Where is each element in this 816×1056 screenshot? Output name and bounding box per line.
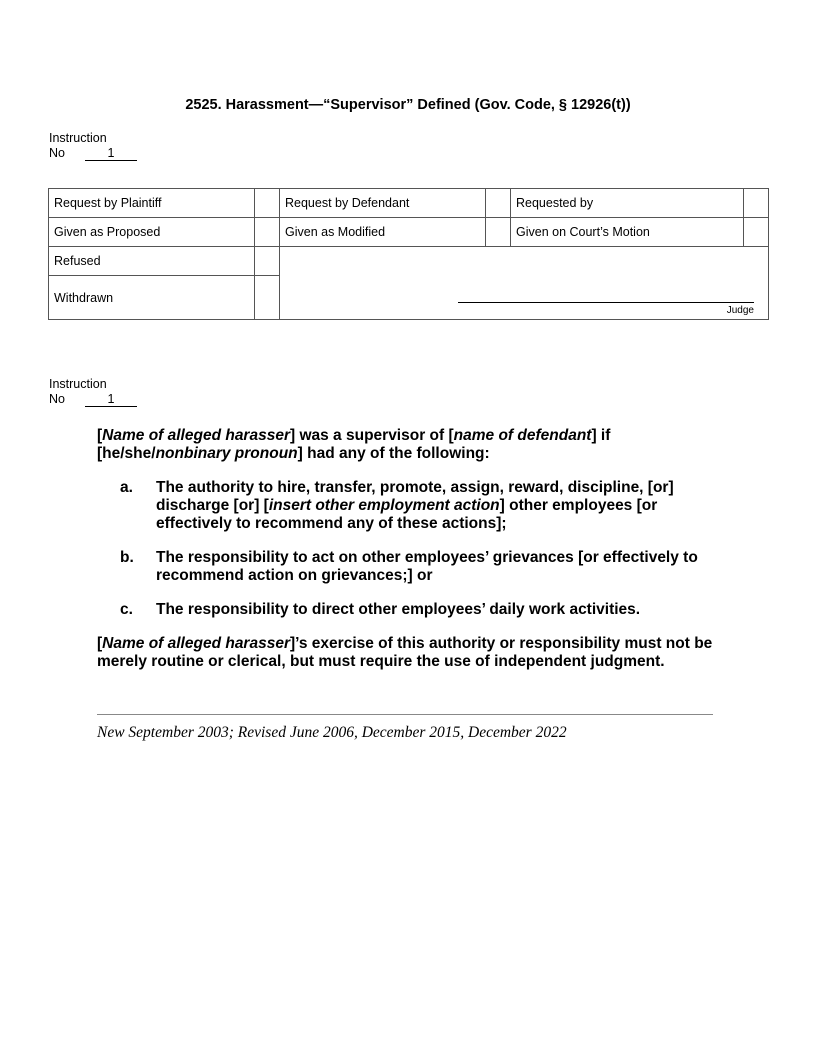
instruction-number: 1: [85, 147, 137, 161]
judge-signature-line[interactable]: [458, 302, 754, 303]
given-as-modified-label: Given as Modified: [280, 218, 486, 247]
request-by-plaintiff-label: Request by Plaintiff: [49, 189, 255, 218]
given-as-proposed-label: Given as Proposed: [49, 218, 255, 247]
closing-paragraph: [Name of alleged harasser]’s exercise of this authority or responsibility must not be merely routine or clerical, but must require the use of independent judgment.: [97, 635, 713, 670]
instruction-body: [97, 427, 727, 687]
instruction-label: Instruction: [49, 131, 107, 145]
instruction-number-top: [49, 131, 137, 161]
requested-by-label: Requested by: [511, 189, 744, 218]
instruction-label: Instruction: [49, 377, 107, 391]
requested-by-checkbox[interactable]: [744, 189, 769, 218]
judge-signature-cell: [280, 247, 769, 320]
divider: [97, 714, 713, 715]
instruction-number: 1: [85, 393, 137, 407]
judge-label: Judge: [726, 305, 754, 316]
request-table: [48, 188, 769, 320]
request-by-defendant-checkbox[interactable]: [486, 189, 511, 218]
withdrawn-label: Withdrawn: [49, 276, 255, 320]
page-title: 2525. Harassment—“Supervisor” Defined (Gov. Code, § 12926(t)): [185, 97, 631, 113]
given-on-courts-motion-checkbox[interactable]: [744, 218, 769, 247]
list-item: a. The authority to hire, transfer, promote, assign, reward, discipline, [or] discharge [or] [insert other employment action] other employees [or effectively to recommend any of these actions];: [120, 479, 674, 532]
given-as-modified-checkbox[interactable]: [486, 218, 511, 247]
refused-label: Refused: [49, 247, 255, 276]
given-as-proposed-checkbox[interactable]: [255, 218, 280, 247]
request-by-plaintiff-checkbox[interactable]: [255, 189, 280, 218]
given-on-courts-motion-label: Given on Court’s Motion: [511, 218, 744, 247]
no-label: No: [49, 146, 65, 160]
no-label: No: [49, 392, 65, 406]
history-note: New September 2003; Revised June 2006, December 2015, December 2022: [97, 724, 567, 741]
withdrawn-checkbox[interactable]: [255, 276, 280, 320]
request-by-defendant-label: Request by Defendant: [280, 189, 486, 218]
intro-paragraph: [Name of alleged harasser] was a supervisor of [name of defendant] if [he/she/nonbinary pronoun] had any of the following:: [97, 427, 611, 462]
list-item: b. The responsibility to act on other employees’ grievances [or effectively to recommend action on grievances;] or: [120, 549, 698, 584]
instruction-number-bottom: [49, 377, 137, 407]
refused-checkbox[interactable]: [255, 247, 280, 276]
list-item: c. The responsibility to direct other employees’ daily work activities.: [120, 601, 641, 618]
